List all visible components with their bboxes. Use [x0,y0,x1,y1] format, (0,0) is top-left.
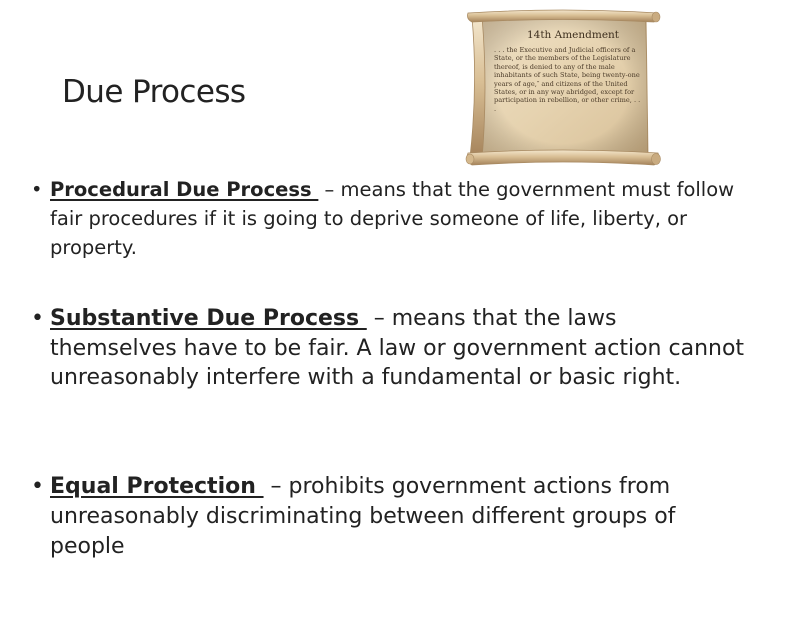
slide-title: Due Process [62,74,246,110]
scroll-text [494,29,642,113]
bullet-marker: • [31,306,44,331]
bullet-description: – means that the government must follow fair procedures if it is going to deprive someone of life, liberty, or property. [50,178,735,259]
parchment-scroll-image [464,7,662,170]
bullet-marker: • [31,474,44,499]
bullet-marker: • [31,178,43,201]
scroll-body: . . . the Executive and Judicial officers of a State, or the members of the Legislature thereof, is denied to any of the male inhabitants of such State, being twenty-one years of age,″ and citizens of the United States, or in any way abridged, except for participation in rebellion, or other crime, . . . [494,46,641,113]
bullet-description: – prohibits government actions from unreasonably discriminating between different groups of people [50,474,676,559]
bullet-term: Equal Protection [50,474,264,499]
bullet-term: Substantive Due Process [50,306,367,331]
scroll-heading: 14th Amendment [526,29,620,41]
bullet-term: Procedural Due Process [50,178,319,201]
bullet-substantive-due-process [31,304,746,393]
bullet-procedural-due-process [31,175,743,262]
bullet-description: – means that the laws themselves have to be fair. A law or government action cannot unreasonably interfere with a fundamental or basic right. [50,306,745,390]
bullet-equal-protection [31,472,746,562]
